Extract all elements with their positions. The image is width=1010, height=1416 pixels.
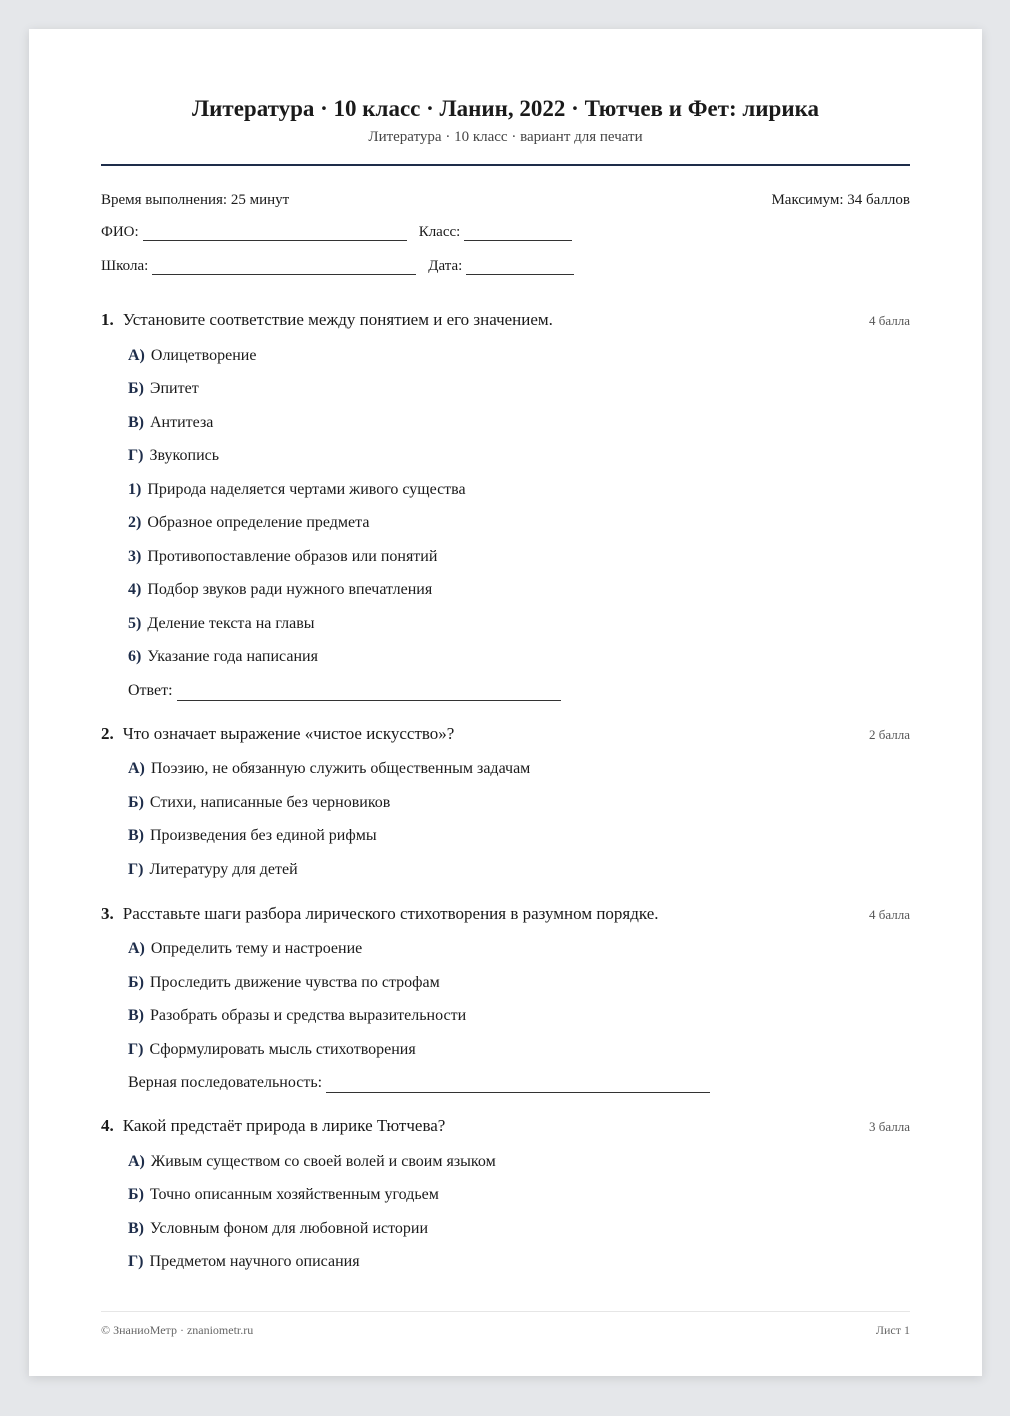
option-label: В) <box>128 1007 144 1024</box>
question-2 <box>101 723 910 880</box>
option-label: А) <box>128 346 145 364</box>
option-item <box>128 1185 910 1205</box>
question-number: 1. <box>101 310 114 329</box>
worksheet-content <box>101 29 910 1272</box>
option-text: Определить тему и настроение <box>150 940 363 957</box>
header-divider <box>101 164 910 166</box>
fio-label: ФИО: <box>101 224 139 240</box>
option-label: Г) <box>128 447 144 464</box>
question-points: 2 балла <box>869 726 910 742</box>
option-item <box>128 1006 910 1026</box>
question-text: Расставьте шаги разбора лирического стихотворения в разумном порядке. <box>122 903 659 923</box>
option-label: Б) <box>128 380 144 397</box>
option-label: В) <box>128 827 144 844</box>
question-points: 3 балла <box>869 1119 910 1134</box>
option-item <box>128 1152 910 1172</box>
answer-field[interactable] <box>177 686 561 701</box>
option-label: В) <box>128 413 144 431</box>
option-text: Предметом научного описания <box>149 1253 360 1270</box>
answer-label: Ответ: <box>128 681 173 699</box>
answer-row <box>128 681 910 701</box>
option-text: Живым существом со своей волей и своим языком <box>150 1152 496 1170</box>
question-text: Установите соответствие между понятием и его значением. <box>122 310 553 329</box>
option-text: Антитеза <box>150 413 214 431</box>
school-label: Школа: <box>101 258 149 274</box>
option-item <box>128 379 910 399</box>
option-text: Эпитет <box>149 380 199 397</box>
class-label: Класс: <box>418 224 461 240</box>
option-item <box>128 973 910 993</box>
option-label: 1) <box>128 480 142 498</box>
question-options <box>128 939 910 1093</box>
option-item <box>128 480 910 500</box>
option-text: Точно описанным хозяйственным угодьем <box>149 1186 439 1203</box>
option-text: Произведения без единой рифмы <box>150 827 377 844</box>
question-1 <box>101 309 910 701</box>
date-field[interactable] <box>466 261 574 275</box>
option-text: Звукопись <box>149 447 220 464</box>
option-text: Поэзию, не обязанную служить общественным задачам <box>150 760 531 777</box>
option-text: Олицетворение <box>150 346 257 364</box>
option-item <box>128 547 910 567</box>
option-item <box>128 759 910 779</box>
option-item <box>128 860 910 880</box>
question-header <box>101 309 910 332</box>
option-text: Деление текста на главы <box>147 614 315 632</box>
question-number: 4. <box>101 1116 114 1135</box>
page-subtitle: Литература · 10 класс · вариант для печати <box>368 129 643 145</box>
worksheet-page <box>29 29 982 1376</box>
option-label: Г) <box>128 1253 144 1270</box>
option-label: А) <box>128 760 145 777</box>
option-item <box>128 826 910 846</box>
option-text: Образное определение предмета <box>147 514 370 531</box>
time-limit: Время выполнения: 25 минут <box>101 192 290 208</box>
option-item <box>128 346 910 366</box>
option-label: Г) <box>128 1040 144 1058</box>
class-field[interactable] <box>464 227 572 241</box>
question-options <box>128 346 910 701</box>
option-text: Стихи, написанные без черновиков <box>149 793 391 811</box>
option-label: 3) <box>128 547 142 565</box>
option-label: 5) <box>128 614 142 632</box>
student-fields <box>101 223 910 275</box>
option-label: Г) <box>128 860 144 878</box>
question-text: Что означает выражение «чистое искусство»? <box>122 723 455 743</box>
option-item <box>128 647 910 667</box>
footer-copyright: © ЗнаниоМетр · znaniometr.ru <box>101 1323 254 1337</box>
question-3 <box>101 903 910 1094</box>
option-item <box>128 793 910 813</box>
test-meta <box>101 191 910 209</box>
option-text: Проследить движение чувства по строфам <box>149 973 440 991</box>
question-options <box>128 1152 910 1273</box>
answer-label: Верная последовательность: <box>128 1074 323 1091</box>
question-number: 3. <box>101 903 114 923</box>
option-item <box>128 446 910 466</box>
option-item <box>128 1040 910 1060</box>
max-score: Максимум: 34 баллов <box>771 192 910 208</box>
question-4 <box>101 1115 910 1272</box>
sequence-answer-field[interactable] <box>326 1078 710 1093</box>
school-field[interactable] <box>152 261 416 275</box>
question-options <box>128 759 910 880</box>
question-header <box>101 903 910 926</box>
page-footer <box>101 1311 910 1338</box>
option-text: Подбор звуков ради нужного впечатления <box>147 581 433 598</box>
question-text: Какой предстаёт природа в лирике Тютчева? <box>122 1116 446 1135</box>
fio-field[interactable] <box>143 227 407 241</box>
option-label: В) <box>128 1219 144 1237</box>
option-text: Разобрать образы и средства выразительности <box>150 1007 467 1024</box>
footer-page-number: Лист 1 <box>875 1323 910 1337</box>
option-text: Сформулировать мысль стихотворения <box>149 1040 416 1058</box>
option-item <box>128 614 910 634</box>
option-text: Условным фоном для любовной истории <box>150 1219 429 1237</box>
option-item <box>128 413 910 433</box>
question-header <box>101 723 910 746</box>
option-label: 2) <box>128 514 142 531</box>
question-points: 4 балла <box>869 906 910 922</box>
question-points: 4 балла <box>869 313 910 328</box>
option-label: 6) <box>128 648 142 665</box>
option-text: Противопоставление образов или понятий <box>147 547 438 565</box>
option-label: Б) <box>128 793 144 811</box>
option-item <box>128 939 910 959</box>
answer-row <box>128 1073 910 1093</box>
question-number: 2. <box>101 723 114 743</box>
option-item <box>128 1219 910 1239</box>
field-row-name <box>101 223 910 241</box>
option-text: Указание года написания <box>147 648 318 665</box>
option-text: Природа наделяется чертами живого существа <box>147 480 466 498</box>
option-item <box>128 513 910 533</box>
option-item <box>128 1252 910 1272</box>
option-label: А) <box>128 1152 145 1170</box>
date-label: Дата: <box>428 258 463 274</box>
page-title: Литература · 10 класс · Ланин, 2022 · Тютчев и Фет: лирика <box>192 96 819 121</box>
option-item <box>128 580 910 600</box>
option-label: 4) <box>128 581 142 598</box>
option-label: А) <box>128 940 145 957</box>
field-row-school <box>101 257 910 275</box>
option-label: Б) <box>128 1186 144 1203</box>
question-header <box>101 1115 910 1138</box>
option-label: Б) <box>128 973 144 991</box>
option-text: Литературу для детей <box>149 860 298 878</box>
